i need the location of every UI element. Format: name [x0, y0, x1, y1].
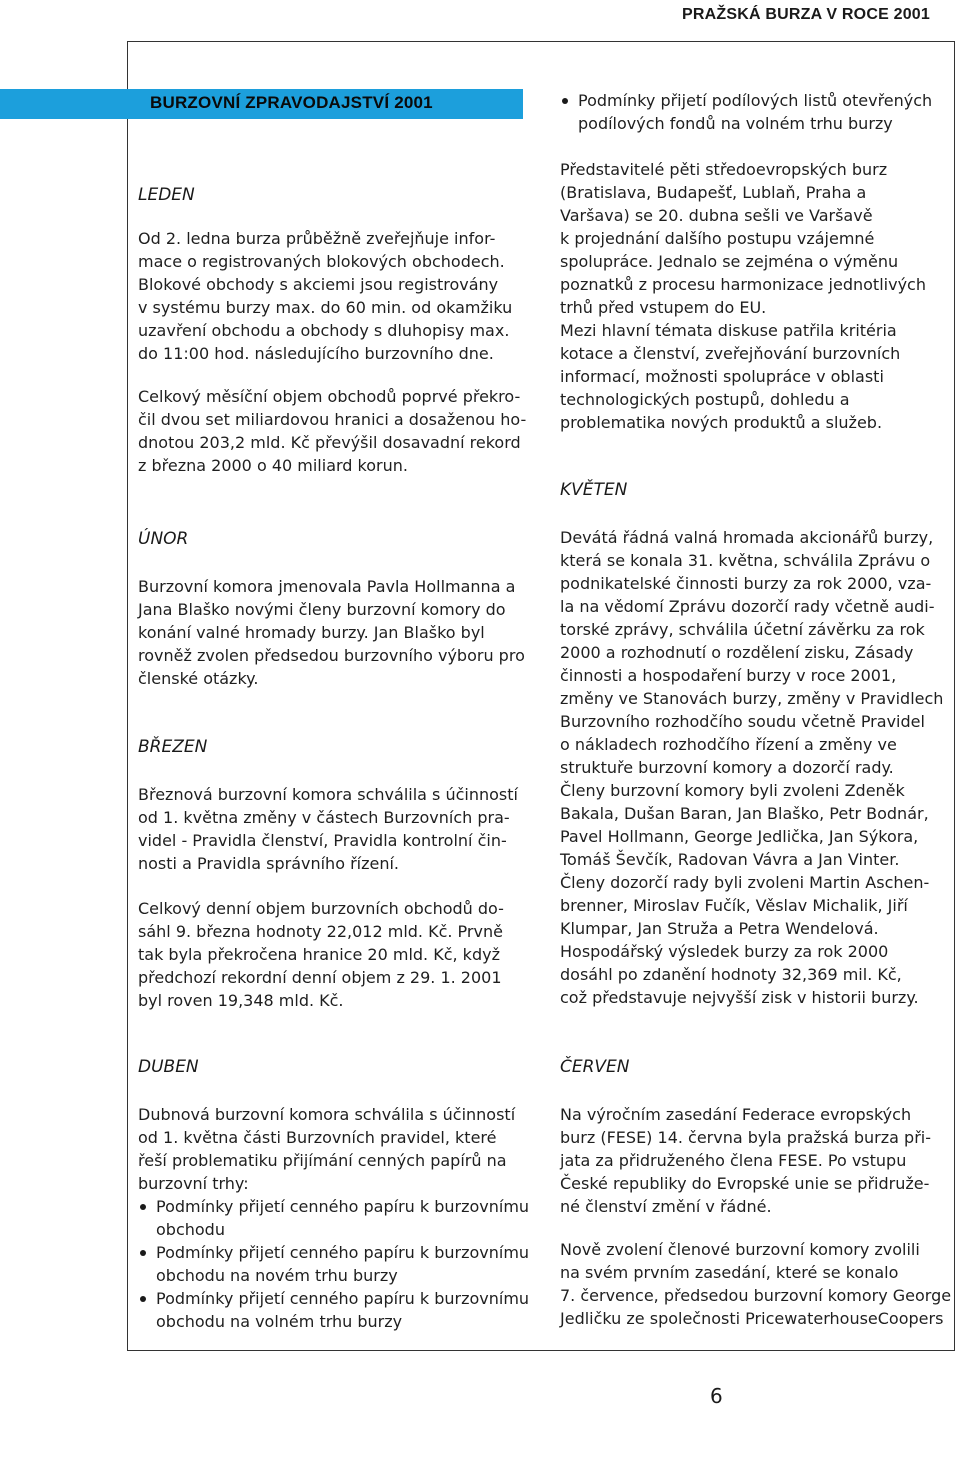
- cerven-section: [560, 1056, 952, 1330]
- kveten-heading: KVĚTEN: [560, 480, 628, 500]
- leden-heading: LEDEN: [138, 185, 195, 205]
- kveten-section: [560, 479, 952, 1009]
- duben-paragraph-1: Dubnová burzovní komora schválila s účinností od 1. května části Burzovních pravidel, které řeší problematiku přijímání cenných papírů na burzovní trhy:: [138, 1105, 516, 1193]
- brezen-heading: BŘEZEN: [138, 737, 208, 757]
- kveten-paragraph-1: Devátá řádná valná hromada akcionářů burzy, která se konala 31. května, schválila Zprávu o podnikatelské činnosti burzy za rok 2000, vza- la na vědomí Zprávu dozorčí rady včetně audi- torské zprávy, schválila účetní závěrku za rok 2000 a rozhodnutí o rozdělení zisku, Zásady činnosti a hospodaření burzy v roce 2001, změny ve Stanovách burzy, změny v Pravidlech Burzovního rozhodčího soudu včetně Pravidel o nákladech rozhodčího řízení a změny ve struktuře burzovní komory a dozorčí rady. Členy burzovní komory byli zvoleni Zdeněk Bakala, Dušan Baran, Jan Blaško, Petr Bodnár, Pavel Hollmann, George Jedlička, Jan Sýkora, Tomáš Ševčík, Radovan Vávra a Jan Vinter. Členy dozorčí rady byli zvoleni Martin Aschen- brenner, Miroslav Fučík, Věslav Michalik, Jiří Klumpar, Jan Stružа a Petra Wendelová. Hospodářský výsledek burzy za rok 2000 dosáhl po zdanění hodnoty 32,369 mil. Kč, což představuje nejvyšší zisk v historii burzy.: [560, 528, 944, 1007]
- exchanges-meeting-paragraph: Představitelé pěti středoevropských burz (Bratislava, Budapešť, Lublaň, Praha a Varšava) se 20. dubna sešli ve Varšavě k projednání dalšího postupu vzájemné spolupráce. Jednalo se zejména o výměnu poznatků z procesu harmonizace jednotlivých trhů před vstupem do EU. Mezi hlavní témata diskuse patřila kritéria kotace a členství, zveřejňování burzovních informací, možnosti spolupráce v oblasti technologických postupů, dohledu a problematika nových produktů a služeb.: [560, 160, 926, 432]
- leden-paragraph-1: Od 2. ledna burza průběžně zveřejňuje infor- mace o registrovaných blokových obchodech. Blokové obchody s akciemi jsou registrovány v systému burzy max. do 60 min. od okamžiku uzavření obchodu a obchody s dluhopisy max. do 11:00 hod. následujícího burzovního dne.: [138, 229, 513, 363]
- unor-paragraph-1: Burzovní komora jmenovala Pavla Hollmanna a Jana Blaško novými členy burzovní komory do konání valné hromady burzy. Jan Blaško byl rovněž zvolen předsedou burzovního výboru pro členské otázky.: [138, 577, 525, 688]
- section-banner-title: BURZOVNÍ ZPRAVODAJSTVÍ 2001: [150, 93, 433, 112]
- page-number: 6: [710, 1384, 723, 1408]
- duben-section: [138, 1056, 533, 1333]
- leden-section: [138, 184, 528, 477]
- cerven-paragraph-2: Nově zvolení členové burzovní komory zvolili na svém prvním zasedání, které se konalo 7. července, předsedou burzovní komory George Jedličku ze společnosti PricewaterhouseCoopers: [560, 1240, 952, 1328]
- list-item: Podmínky přijetí cenného papíru k burzovnímu obchodu: [138, 1195, 533, 1241]
- fund-units-bullet-list: [560, 89, 952, 135]
- brezen-paragraph-1: Březnová burzovní komora schválila s účinností od 1. května změny v částech Burzovních pra- videl - Pravidla členství, Pravidla kontrolní čin- nosti a Pravidla správního řízení.: [138, 785, 518, 873]
- rules-bullet-list: [138, 1195, 533, 1333]
- leden-paragraph-2: Celkový měsíční objem obchodů poprvé překro- čil dvou set miliardovou hranici a dosaženou ho- dnotou 203,2 mld. Kč převýšil dosavadní rekord z března 2000 o 40 miliard korun.: [138, 387, 527, 475]
- running-title: PRAŽSKÁ BURZA V ROCE 2001: [681, 6, 930, 23]
- list-item: Podmínky přijetí podílových listů otevřených podílových fondů na volném trhu burzy: [560, 89, 952, 135]
- list-item: Podmínky přijetí cenného papíru k burzovnímu obchodu na novém trhu burzy: [138, 1241, 533, 1287]
- list-item: Podmínky přijetí cenného papíru k burzovnímu obchodu na volném trhu burzy: [138, 1287, 533, 1333]
- right-top-section: [560, 89, 952, 434]
- brezen-section: [138, 736, 528, 1012]
- cerven-paragraph-1: Na výročním zasedání Federace evropských burz (FESE) 14. června byla pražská burza při- jata za přidruženého člena FESE. Po vstupu České republiky do Evropské unie se přidruže- né členství změní v řádné.: [560, 1105, 931, 1216]
- duben-heading: DUBEN: [138, 1057, 199, 1077]
- unor-section: [138, 528, 528, 690]
- unor-heading: ÚNOR: [138, 529, 189, 549]
- brezen-paragraph-2: Celkový denní objem burzovních obchodů do- sáhl 9. března hodnoty 22,012 mld. Kč. Prvně tak byla překročena hranice 20 mld. Kč, když předchozí rekordní denní objem z 29. 1. 2001 byl roven 19,348 mld. Kč.: [138, 899, 504, 1010]
- cerven-heading: ČERVEN: [560, 1057, 630, 1077]
